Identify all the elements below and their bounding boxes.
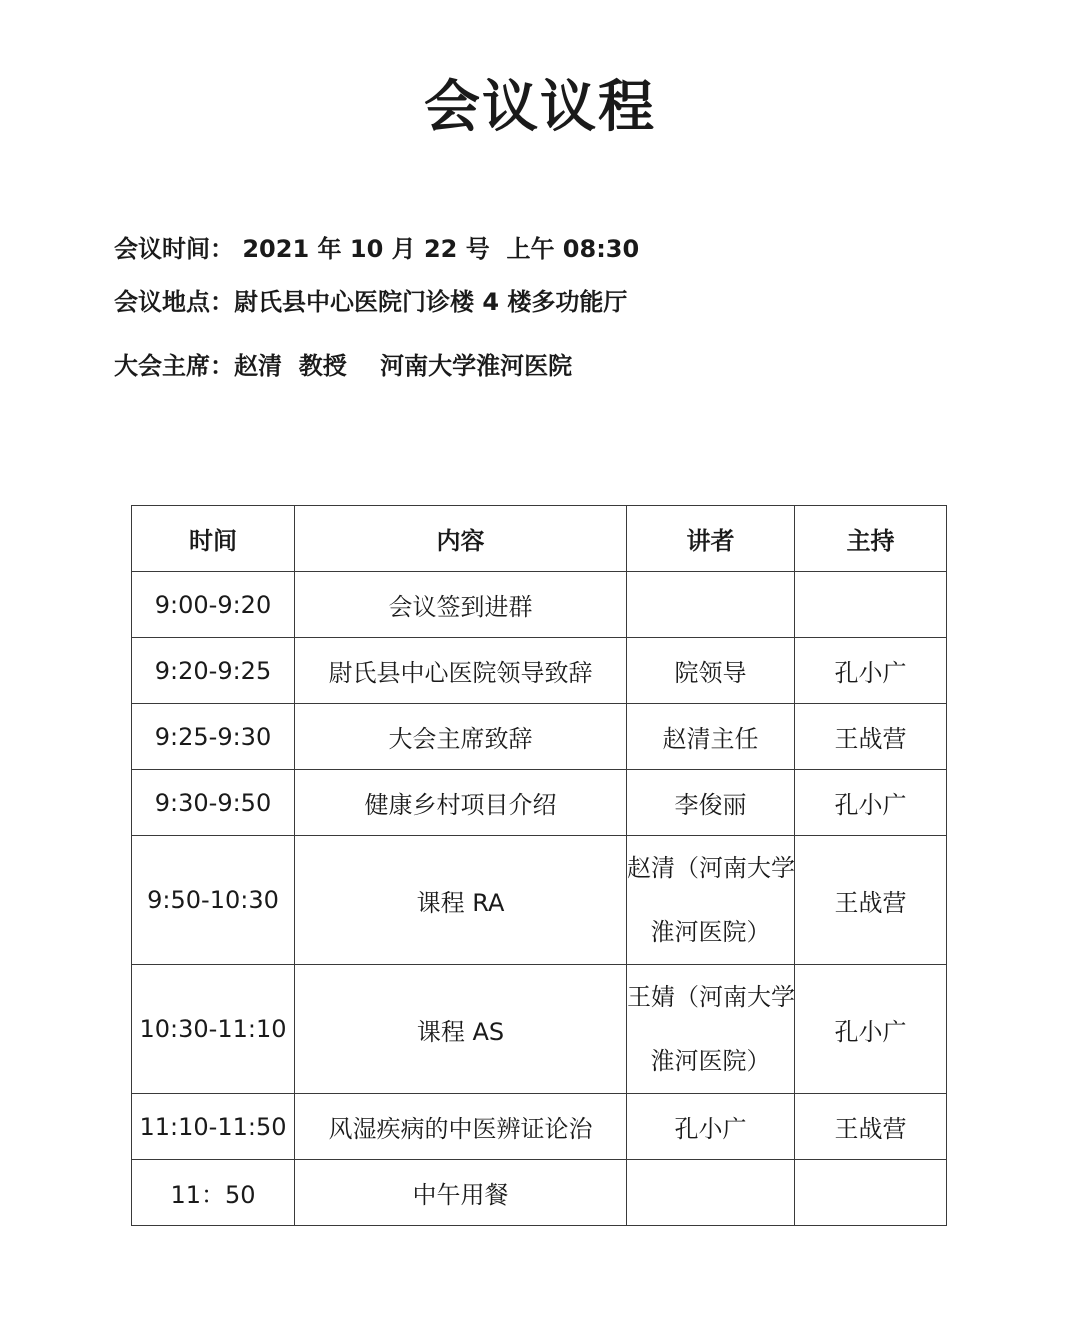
cell-time: 9:25-9:30: [132, 704, 295, 770]
cell-content: 健康乡村项目介绍: [295, 770, 627, 836]
cell-time: 11:10-11:50: [132, 1094, 295, 1160]
cell-content: 会议签到进群: [295, 572, 627, 638]
header-speaker: 讲者: [627, 506, 795, 572]
cell-content: 大会主席致辞: [295, 704, 627, 770]
header-host: 主持: [795, 506, 947, 572]
table-row: [132, 638, 947, 704]
header-content: 内容: [295, 506, 627, 572]
speaker-line: 淮河医院）: [650, 1047, 771, 1075]
cell-time: 9:00-9:20: [132, 572, 295, 638]
cell-host: 王战营: [795, 704, 947, 770]
speaker-line: 淮河医院）: [650, 918, 771, 946]
cell-speaker: 赵清主任: [627, 704, 795, 770]
cell-host: [795, 572, 947, 638]
cell-time: 10:30-11:10: [132, 965, 295, 1094]
table-row: [132, 770, 947, 836]
table-row: [132, 704, 947, 770]
cell-content: 中午用餐: [295, 1160, 627, 1226]
cell-speaker: [627, 1160, 795, 1226]
cell-host: 孔小广: [795, 965, 947, 1094]
meeting-time: [114, 232, 639, 266]
table-row: [132, 1094, 947, 1160]
table-row: [132, 836, 947, 965]
meeting-place: [114, 285, 627, 319]
cell-speaker: 院领导: [627, 638, 795, 704]
cell-content: 风湿疾病的中医辨证论治: [295, 1094, 627, 1160]
meeting-chair-label: 大会主席：: [114, 352, 234, 380]
cell-speaker: 孔小广: [627, 1094, 795, 1160]
cell-content: 课程 RA: [295, 836, 627, 965]
agenda-table: [131, 505, 947, 1226]
page-title: 会议议程: [424, 75, 656, 140]
cell-host: [795, 1160, 947, 1226]
table-header-row: [132, 506, 947, 572]
cell-speaker: [627, 572, 795, 638]
cell-time: 11：50: [132, 1160, 295, 1226]
cell-time: 9:50-10:30: [132, 836, 295, 965]
cell-speaker: [627, 836, 795, 965]
meeting-time-value: 2021 年 10 月 22 号 上午 08:30: [242, 235, 640, 263]
cell-host: 王战营: [795, 1094, 947, 1160]
speaker-line: 王婧（河南大学: [627, 983, 795, 1011]
cell-speaker: 李俊丽: [627, 770, 795, 836]
header-time: 时间: [132, 506, 295, 572]
cell-speaker: [627, 965, 795, 1094]
meeting-place-label: 会议地点：: [114, 288, 234, 316]
cell-host: 孔小广: [795, 638, 947, 704]
cell-content: 课程 AS: [295, 965, 627, 1094]
speaker-line: 赵清（河南大学: [627, 854, 795, 882]
table-row: [132, 965, 947, 1094]
cell-host: 孔小广: [795, 770, 947, 836]
cell-time: 9:30-9:50: [132, 770, 295, 836]
table-row: [132, 1160, 947, 1226]
meeting-chair: [114, 349, 572, 383]
cell-time: 9:20-9:25: [132, 638, 295, 704]
cell-content: 尉氏县中心医院领导致辞: [295, 638, 627, 704]
meeting-chair-value: 赵清 教授 河南大学淮河医院: [234, 352, 573, 380]
cell-host: 王战营: [795, 836, 947, 965]
meeting-time-label: 会议时间：: [114, 235, 234, 263]
table-row: [132, 572, 947, 638]
meeting-place-value: 尉氏县中心医院门诊楼 4 楼多功能厅: [234, 288, 628, 316]
